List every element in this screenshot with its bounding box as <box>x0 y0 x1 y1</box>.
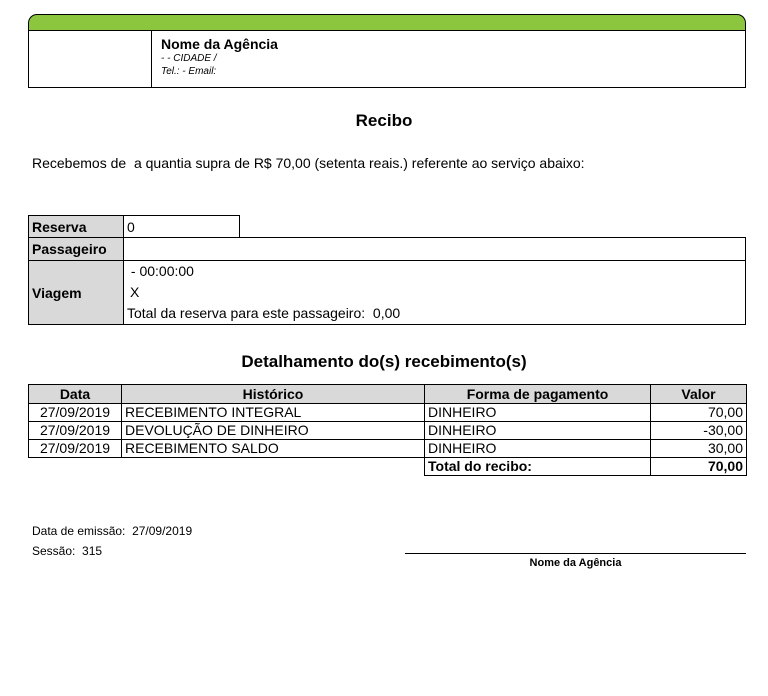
session-label: Sessão: <box>32 544 76 558</box>
cell-method: DINHEIRO <box>425 440 651 458</box>
viagem-total: Total da reserva para este passageiro: 0,00 <box>127 305 401 321</box>
cell-history: DEVOLUÇÃO DE DINHEIRO <box>122 422 425 440</box>
cell-method: DINHEIRO <box>425 404 651 422</box>
cell-value: 30,00 <box>651 440 747 458</box>
emission-date: 27/09/2019 <box>132 524 193 538</box>
agency-info <box>152 31 278 87</box>
passageiro-row <box>28 237 746 261</box>
reserva-row <box>28 215 240 238</box>
page-title: Recibo <box>355 111 413 130</box>
viagem-details <box>124 261 400 324</box>
header-accent-bar <box>28 14 746 30</box>
viagem-label: Viagem <box>29 261 124 324</box>
table-row <box>29 404 747 422</box>
reserva-label: Reserva <box>29 216 124 237</box>
col-header-method: Forma de pagamento <box>425 385 651 404</box>
emission-meta <box>32 521 192 561</box>
receipt-statement: Recebemos de a quantia supra de R$ 70,00 (setenta reais.) referente ao serviço abaixo: <box>32 155 585 171</box>
logo-placeholder <box>29 31 152 87</box>
total-value: 70,00 <box>651 458 747 476</box>
signature-line <box>405 553 746 554</box>
table-row <box>29 422 747 440</box>
agency-address: - - CIDADE / <box>161 53 217 64</box>
col-header-value: Valor <box>651 385 747 404</box>
passageiro-label: Passageiro <box>29 238 124 260</box>
payments-table <box>28 384 747 476</box>
session-line <box>32 541 192 561</box>
cell-history: RECEBIMENTO INTEGRAL <box>122 404 425 422</box>
viagem-route: X <box>130 284 140 300</box>
agency-contact: Tel.: - Email: <box>161 66 217 77</box>
cell-method: DINHEIRO <box>425 422 651 440</box>
cell-date: 27/09/2019 <box>29 440 122 458</box>
col-header-date: Data <box>29 385 122 404</box>
signature-name: Nome da Agência <box>529 557 622 569</box>
total-row <box>29 458 747 476</box>
cell-value: 70,00 <box>651 404 747 422</box>
col-header-history: Histórico <box>122 385 425 404</box>
passageiro-value <box>124 238 127 260</box>
cell-history: RECEBIMENTO SALDO <box>122 440 425 458</box>
total-label: Total do recibo: <box>425 458 651 476</box>
viagem-row <box>28 260 746 325</box>
cell-date: 27/09/2019 <box>29 404 122 422</box>
session-value: 315 <box>82 544 103 558</box>
cell-date: 27/09/2019 <box>29 422 122 440</box>
cell-value: -30,00 <box>651 422 747 440</box>
viagem-time: - 00:00:00 <box>127 263 194 279</box>
agency-name: Nome da Agência <box>161 36 278 52</box>
emission-line <box>32 521 192 541</box>
emission-label: Data de emissão: <box>32 524 126 538</box>
reserva-value: 0 <box>127 218 135 235</box>
table-header-row <box>29 385 747 404</box>
section-title: Detalhamento do(s) recebimento(s) <box>241 352 527 371</box>
table-row <box>29 440 747 458</box>
agency-header <box>28 30 746 88</box>
